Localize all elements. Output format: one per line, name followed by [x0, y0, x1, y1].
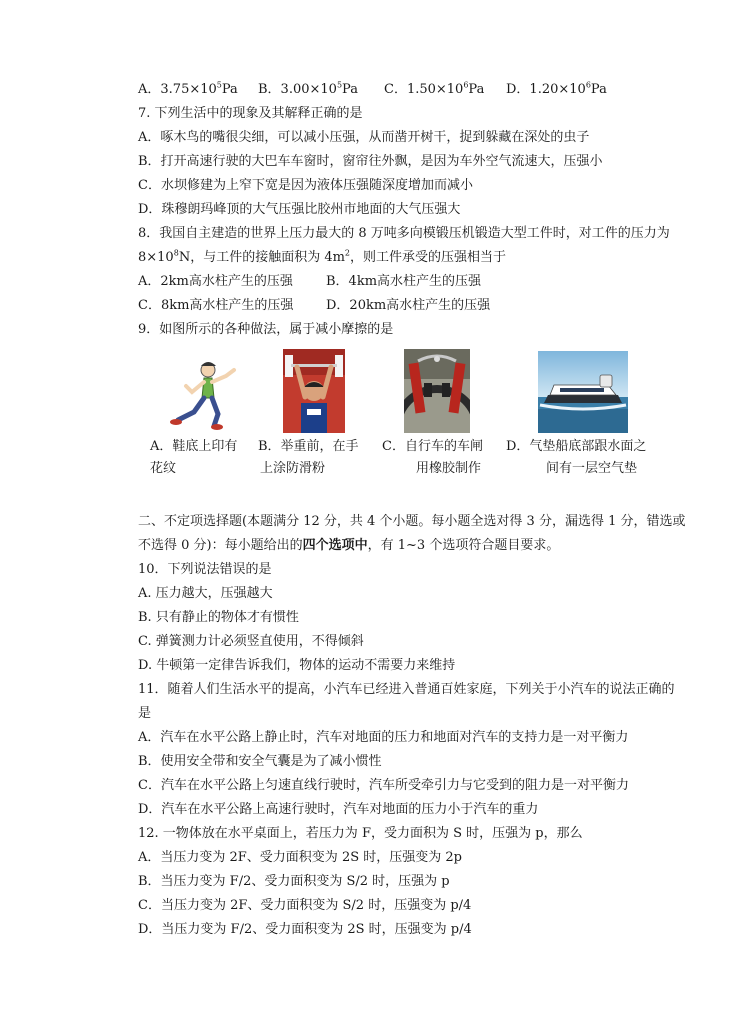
q8-stem-line1: 8．我国自主建造的世界上压力最大的 8 万吨多向模锻压机锻造大型工件时，对工件的压力为: [138, 226, 670, 241]
q6-option-b: B．$3.00\times 10^5Pa$: [258, 80, 358, 97]
bicycle-brake-figure: [404, 349, 470, 433]
runner-figure: [164, 356, 244, 432]
q8-options-row1: A．2km高水柱产生的压强 B．4km高水柱产生的压强: [138, 274, 482, 289]
q10-option-c: C. 弹簧测力计必须竖直使用，不得倾斜: [138, 634, 364, 649]
q7-option-a: A．啄木鸟的嘴很尖细，可以减小压强，从而凿开树干，捉到躲藏在深处的虫子: [138, 130, 590, 145]
q9-caption-d: D．气垫船底部跟水面之 间有一层空气垫: [506, 439, 647, 476]
q11-option-a: A．汽车在水平公路上静止时，汽车对地面的压力和地面对汽车的支持力是一对平衡力: [138, 730, 629, 745]
q7-option-c: C．水坝修建为上窄下宽是因为液体压强随深度增加而减小: [138, 178, 473, 193]
q6-option-d: D．$1.20\times 10^6Pa$: [506, 80, 607, 97]
q10-option-b: B. 只有静止的物体才有惯性: [138, 610, 299, 625]
section2-line1: 二、不定项选择题(本题满分 12 分，共 4 个小题。每小题全选对得 3 分，漏选得 1 分，错选或: [138, 514, 686, 529]
q12-option-a: A．当压力变为 2F、受力面积变为 2S 时，压强变为 2p: [138, 850, 462, 865]
q7-option-d: D．珠穆朗玛峰顶的大气压强比胶州市地面的大气压强大: [138, 202, 461, 217]
q12-option-d: D．当压力变为 F/2、受力面积变为 2S 时，压强变为 p/4: [138, 922, 472, 937]
q9-caption-c: C．自行车的车闸 用橡胶制作: [382, 439, 483, 476]
q10-option-d: D. 牛顿第一定律告诉我们，物体的运动不需要力来维持: [138, 658, 456, 673]
q9-caption-a: A．鞋底上印有 花纹: [150, 439, 238, 476]
q11-stem-line1: 11．随着人们生活水平的提高，小汽车已经进入普通百姓家庭，下列关于小汽车的说法正确的: [138, 682, 675, 697]
q6-option-a: A．$3.75\times 10^5Pa$: [138, 80, 238, 97]
hovercraft-figure: [538, 351, 628, 433]
q11-option-d: D．汽车在水平公路上高速行驶时，汽车对地面的压力小于汽车的重力: [138, 802, 539, 817]
section2-line2: 不选得 0 分)：每小题给出的四个选项中，有 1~3 个选项符合题目要求。: [138, 538, 560, 553]
q8-stem-line2: $8\times 10^8N$，与工件的接触面积为 $4m^2$，则工件承受的压强相当于: [138, 248, 507, 265]
q12-option-b: B．当压力变为 F/2、受力面积变为 S/2 时，压强为 p: [138, 874, 450, 889]
q6-options: [138, 80, 607, 100]
weightlifter-figure: [283, 349, 345, 433]
q7-stem: 7. 下列生活中的现象及其解释正确的是: [138, 106, 363, 121]
q11-stem-line2: 是: [138, 706, 152, 721]
q11-option-b: B．使用安全带和安全气囊是为了减小惯性: [138, 754, 382, 769]
q10-option-a: A. 压力越大，压强越大: [138, 586, 273, 601]
q9-stem: 9．如图所示的各种做法，属于减小摩擦的是: [138, 322, 394, 337]
q8-options-row2: C．8km高水柱产生的压强 D．20km高水柱产生的压强: [138, 298, 491, 313]
q7-option-b: B．打开高速行驶的大巴车车窗时，窗帘往外飘，是因为车外空气流速大，压强小: [138, 154, 603, 169]
q12-stem: 12. 一物体放在水平桌面上，若压力为 F，受力面积为 S 时，压强为 p，那么: [138, 826, 583, 841]
q12-option-c: C．当压力变为 2F、受力面积变为 S/2 时，压强变为 p/4: [138, 898, 472, 913]
q6-option-c: C．$1.50\times 10^6Pa$: [384, 80, 485, 97]
q10-stem: 10．下列说法错误的是: [138, 562, 272, 577]
q9-caption-b: B．举重前，在手 上涂防滑粉: [258, 439, 359, 476]
q11-option-c: C．汽车在水平公路上匀速直线行驶时，汽车所受牵引力与它受到的阻力是一对平衡力: [138, 778, 629, 793]
